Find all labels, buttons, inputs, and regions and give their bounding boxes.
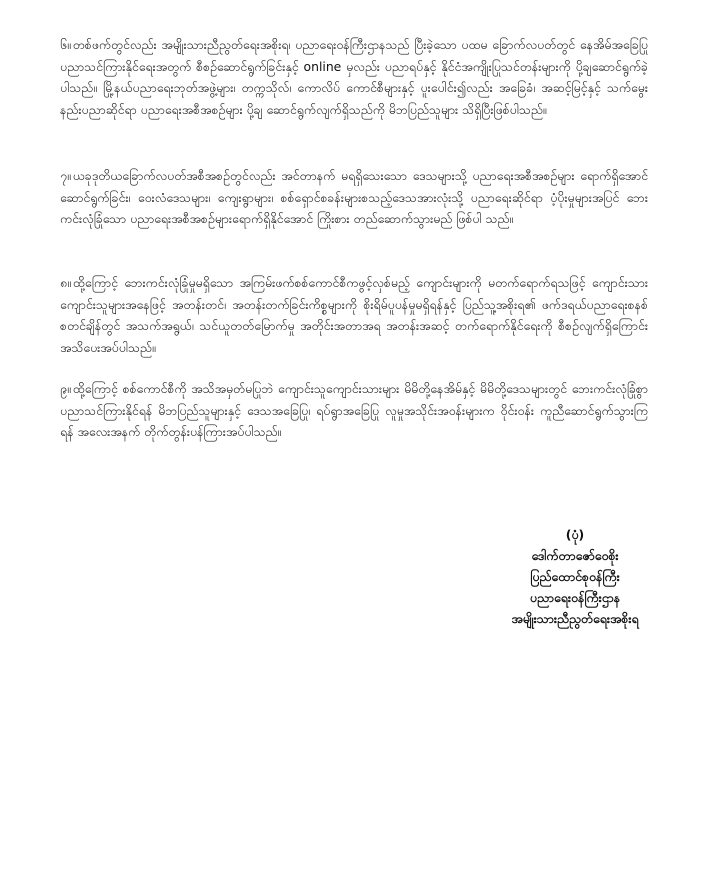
paragraph-number: ၇။ bbox=[60, 168, 71, 183]
paragraph-number: ၈။ bbox=[60, 275, 71, 290]
signature-block bbox=[500, 524, 650, 629]
signatory-government: အမျိုးသားညီညွတ်ရေးအစိုးရ bbox=[511, 611, 639, 626]
paragraph-8 bbox=[60, 272, 648, 358]
paragraph-6 bbox=[60, 34, 648, 120]
signature-mark: (ပုံ) bbox=[565, 527, 585, 542]
paragraph-text: ထို့ကြောင့် ဘေးကင်းလုံခြုံမှုမရှိသော အကြမ်းဖက်စစ်ကောင်စီကဖွင့်လှစ်မည့် ကျောင်းများကို မတက်ရောက်ရသဖြင့် ကျောင်းသားကျောင်းသူများအနေဖြင့် အတန်းတင်၊ အတန်းတက်ခြင်းကိစ္စများကို စိုးရိမ်ပူပန်မှုမရှိရန်နှင့် ပြည်သူ့အစိုးရ၏ ဖက်ဒရယ်ပညာရေးစနစ် စတင်ချိန်တွင် အသက်အရွယ်၊ သင်ယူတတ်မြောက်မှု အတိုင်းအတာအရ အတန်းအဆင့် တက်ရောက်နိုင်ရေးကို စီစဥ်လျက်ရှိကြောင်း အသိပေးအပ်ပါသည်။ bbox=[60, 275, 648, 355]
paragraph-text: တစ်ဖက်တွင်လည်း အမျိုးသားညီညွတ်ရေးအစိုးရ၊ ပညာရေးဝန်ကြီးဌာနသည် ပြီးခဲ့သော ပထမ ခြောက်လပတ်တွင် နေအိမ်အခြေပြု ပညာသင်ကြားနိုင်ရေးအတွက် စီစဥ်ဆောင်ရွက်ခြင်းနှင့် online မှလည်း ပညာရပ်နှင့် နိုင်ငံအကျိုးပြုသင်တန်းများကို ပို့ချဆောင်ရွက်ခဲ့ပါသည်။ မြို့နယ်ပညာရေးဘုတ်အဖွဲ့များ၊ တက္ကသိုလ်၊ ကောလိပ် ကောင်စီများနှင့် ပူးပေါင်း၍လည်း အခြေခံ၊ အဆင့်မြင့်နှင့် သက်မွေးနည်းပညာဆိုင်ရာ ပညာရေးအစီအစဥ်များ ပို့ချ ဆောင်ရွက်လျက်ရှိသည်ကို မိဘပြည်သူများ သိရှိပြီးဖြစ်ပါသည်။ bbox=[60, 37, 648, 117]
signatory-ministry: ပညာရေးဝန်ကြီးဌာန bbox=[529, 590, 621, 605]
paragraph-text: ထို့ကြောင့် စစ်ကောင်စီကို အသိအမှတ်မပြုဘဲ ကျောင်းသူကျောင်းသားများ မိမိတို့နေအိမ်နှင့် မိမိတို့ဒေသများတွင် ဘေးကင်းလုံခြုံစွာ ပညာသင်ကြားနိုင်ရန် မိဘပြည်သူများနှင့် ဒေသအခြေပြု၊ ရပ်ရွာအခြေပြု လူမှုအသိုင်းအဝန်းများက ဝိုင်းဝန်း ကူညီဆောင်ရွက်သွားကြရန် အလေးအနက် တိုက်တွန်းပန်ကြားအပ်ပါသည်။ bbox=[60, 381, 648, 439]
signatory-name: ဒေါက်တာဇော်ဝေစိုး bbox=[531, 548, 619, 563]
paragraph-7 bbox=[60, 165, 648, 230]
signatory-title: ပြည်ထောင်စုဝန်ကြီး bbox=[530, 569, 620, 584]
paragraph-number: ၆။ bbox=[60, 37, 71, 52]
paragraph-9 bbox=[60, 378, 648, 443]
paragraph-text: ယခုဒုတိယခြောက်လပတ်အစီအစဥ်တွင်လည်း အင်တာနက် မရရှိသေးသော ဒေသများသို့ ပညာရေးအစီအစဥ်များ ရောက်ရှိအောင်ဆောင်ရွက်ခြင်း၊ ဝေးလံဒေသများ၊ ကျေးရွာများ၊ စစ်ရှောင်စခန်းများစသည့်ဒေသအားလုံးသို့ ပညာရေးဆိုင်ရာ ပံ့ပိုးမှုများအပြင် ဘေးကင်းလုံခြုံသော ပညာရေးအစီအစဥ်များရောက်ရှိနိုင်အောင် ကြိုးစား တည်ဆောက်သွားမည် ဖြစ်ပါ သည်။ bbox=[60, 168, 648, 226]
paragraph-number: ၉။ bbox=[60, 381, 71, 396]
